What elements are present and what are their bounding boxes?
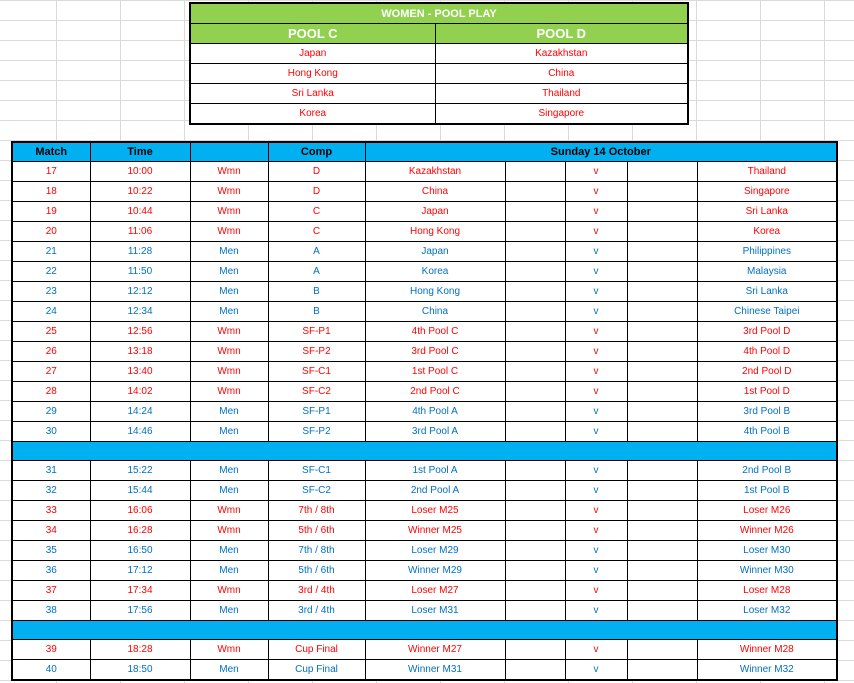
match-number-cell[interactable]: 39 <box>12 640 90 660</box>
gender-cell[interactable]: Wmn <box>190 342 268 362</box>
match-row <box>12 402 837 422</box>
vs-cell[interactable]: v <box>565 202 627 222</box>
match-number-cell[interactable]: 40 <box>12 660 90 681</box>
blank-cell[interactable] <box>627 382 697 402</box>
match-row <box>12 461 837 481</box>
time-cell[interactable]: 15:22 <box>90 461 190 481</box>
time-cell[interactable]: 10:00 <box>90 162 190 182</box>
vs-cell[interactable]: v <box>565 581 627 601</box>
match-number-cell[interactable]: 36 <box>12 561 90 581</box>
match-row <box>12 342 837 362</box>
vs-cell[interactable]: v <box>565 660 627 681</box>
match-number-cell[interactable]: 37 <box>12 581 90 601</box>
team1-cell[interactable]: Loser M27 <box>365 581 505 601</box>
comp-cell[interactable]: 3rd / 4th <box>268 581 365 601</box>
gender-cell[interactable]: Wmn <box>190 222 268 242</box>
team2-cell[interactable]: Thailand <box>697 162 837 182</box>
match-row <box>12 422 837 442</box>
match-number-cell[interactable]: 35 <box>12 541 90 561</box>
blank-cell[interactable] <box>627 461 697 481</box>
team1-cell[interactable]: 4th Pool A <box>365 402 505 422</box>
comp-cell[interactable]: SF-C2 <box>268 382 365 402</box>
time-cell[interactable]: 18:28 <box>90 640 190 660</box>
blank-cell[interactable] <box>505 382 565 402</box>
vs-cell[interactable]: v <box>565 601 627 621</box>
comp-cell[interactable]: Cup Final <box>268 640 365 660</box>
gender-cell[interactable]: Men <box>190 660 268 681</box>
match-number-cell[interactable]: 25 <box>12 322 90 342</box>
comp-cell[interactable]: SF-C1 <box>268 362 365 382</box>
vs-cell[interactable]: v <box>565 282 627 302</box>
schedule-header-row <box>12 142 837 162</box>
blank-cell[interactable] <box>627 581 697 601</box>
pool-row <box>190 64 688 84</box>
match-row <box>12 162 837 182</box>
time-cell[interactable]: 12:12 <box>90 282 190 302</box>
blank-cell[interactable] <box>505 162 565 182</box>
team1-cell[interactable]: 4th Pool C <box>365 322 505 342</box>
time-cell[interactable]: 16:28 <box>90 521 190 541</box>
time-cell[interactable]: 17:56 <box>90 601 190 621</box>
team2-cell[interactable]: Singapore <box>697 182 837 202</box>
gender-cell[interactable]: Wmn <box>190 640 268 660</box>
blank-cell[interactable] <box>627 561 697 581</box>
team2-cell[interactable]: Sri Lanka <box>697 202 837 222</box>
gender-cell[interactable]: Men <box>190 402 268 422</box>
vs-cell[interactable]: v <box>565 561 627 581</box>
match-row <box>12 242 837 262</box>
match-number-cell[interactable]: 38 <box>12 601 90 621</box>
comp-cell[interactable]: SF-P2 <box>268 342 365 362</box>
team1-cell[interactable]: Winner M31 <box>365 660 505 681</box>
match-number-cell[interactable]: 29 <box>12 402 90 422</box>
team2-cell[interactable]: Loser M32 <box>697 601 837 621</box>
schedule-table <box>11 141 838 681</box>
comp-cell[interactable]: C <box>268 222 365 242</box>
team2-cell[interactable]: Chinese Taipei <box>697 302 837 322</box>
separator-row <box>12 621 837 640</box>
gender-cell[interactable]: Wmn <box>190 521 268 541</box>
gender-cell[interactable]: Wmn <box>190 202 268 222</box>
team1-cell[interactable]: China <box>365 182 505 202</box>
time-cell[interactable]: 16:50 <box>90 541 190 561</box>
blank-cell[interactable] <box>505 362 565 382</box>
vs-cell[interactable]: v <box>565 302 627 322</box>
match-number-cell[interactable]: 31 <box>12 461 90 481</box>
pool-row <box>190 44 688 64</box>
time-cell[interactable]: 10:44 <box>90 202 190 222</box>
blank-cell[interactable] <box>505 242 565 262</box>
pool-d-header[interactable]: POOL D <box>435 24 688 44</box>
time-cell[interactable]: 14:46 <box>90 422 190 442</box>
comp-cell[interactable]: 7th / 8th <box>268 541 365 561</box>
gender-cell[interactable]: Wmn <box>190 501 268 521</box>
gender-cell[interactable]: Wmn <box>190 182 268 202</box>
pool-c-team-cell[interactable]: Sri Lanka <box>190 84 435 104</box>
vs-cell[interactable]: v <box>565 342 627 362</box>
team1-cell[interactable]: 1st Pool A <box>365 461 505 481</box>
blank-cell[interactable] <box>627 640 697 660</box>
comp-cell[interactable]: SF-C1 <box>268 461 365 481</box>
gender-cell[interactable]: Men <box>190 481 268 501</box>
blank-cell[interactable] <box>505 501 565 521</box>
team1-cell[interactable]: Loser M25 <box>365 501 505 521</box>
match-row <box>12 601 837 621</box>
blank-cell[interactable] <box>505 521 565 541</box>
blank-cell[interactable] <box>627 402 697 422</box>
vs-cell[interactable]: v <box>565 521 627 541</box>
time-cell[interactable]: 17:12 <box>90 561 190 581</box>
blank-cell[interactable] <box>627 162 697 182</box>
comp-cell[interactable]: A <box>268 262 365 282</box>
gender-cell[interactable]: Wmn <box>190 322 268 342</box>
team2-cell[interactable]: Korea <box>697 222 837 242</box>
gender-cell[interactable]: Wmn <box>190 162 268 182</box>
team2-cell[interactable]: 1st Pool D <box>697 382 837 402</box>
team1-cell[interactable]: Loser M31 <box>365 601 505 621</box>
time-cell[interactable]: 18:50 <box>90 660 190 681</box>
vs-cell[interactable]: v <box>565 461 627 481</box>
vs-cell[interactable]: v <box>565 222 627 242</box>
team1-cell[interactable]: Loser M29 <box>365 541 505 561</box>
gender-cell[interactable]: Men <box>190 561 268 581</box>
time-cell[interactable]: 13:40 <box>90 362 190 382</box>
blank-cell[interactable] <box>505 202 565 222</box>
team1-cell[interactable]: Japan <box>365 202 505 222</box>
team1-cell[interactable]: 2nd Pool A <box>365 481 505 501</box>
pool-d-team-cell[interactable]: Kazakhstan <box>435 44 688 64</box>
gender-cell[interactable]: Men <box>190 262 268 282</box>
team1-cell[interactable]: 3rd Pool C <box>365 342 505 362</box>
blank-cell[interactable] <box>505 262 565 282</box>
team1-cell[interactable]: Japan <box>365 242 505 262</box>
comp-cell[interactable]: D <box>268 162 365 182</box>
team2-cell[interactable]: Loser M30 <box>697 541 837 561</box>
comp-cell[interactable]: SF-P1 <box>268 402 365 422</box>
comp-cell[interactable]: B <box>268 282 365 302</box>
gender-cell[interactable]: Wmn <box>190 581 268 601</box>
time-cell[interactable]: 11:50 <box>90 262 190 282</box>
comp-cell[interactable]: C <box>268 202 365 222</box>
vs-cell[interactable]: v <box>565 541 627 561</box>
team1-cell[interactable]: 3rd Pool A <box>365 422 505 442</box>
match-row <box>12 302 837 322</box>
vs-cell[interactable]: v <box>565 501 627 521</box>
pool-row <box>190 104 688 125</box>
separator-row <box>12 442 837 461</box>
team1-cell[interactable]: China <box>365 302 505 322</box>
match-row <box>12 262 837 282</box>
blank-cell[interactable] <box>627 282 697 302</box>
vs-cell[interactable]: v <box>565 162 627 182</box>
time-cell[interactable]: 11:28 <box>90 242 190 262</box>
match-number-cell[interactable]: 26 <box>12 342 90 362</box>
pool-play-title[interactable]: WOMEN - POOL PLAY <box>190 3 688 24</box>
blank-cell[interactable] <box>505 282 565 302</box>
match-row <box>12 581 837 601</box>
team2-cell[interactable]: Winner M28 <box>697 640 837 660</box>
match-number-cell[interactable]: 27 <box>12 362 90 382</box>
blank-cell[interactable] <box>505 322 565 342</box>
gender-cell[interactable]: Men <box>190 242 268 262</box>
blank-cell[interactable] <box>627 521 697 541</box>
comp-cell[interactable]: SF-P1 <box>268 322 365 342</box>
blank-cell[interactable] <box>627 202 697 222</box>
comp-cell[interactable]: 7th / 8th <box>268 501 365 521</box>
separator-cell[interactable] <box>12 621 837 640</box>
match-number-cell[interactable]: 34 <box>12 521 90 541</box>
blank-cell[interactable] <box>627 302 697 322</box>
pool-c-team-cell[interactable]: Japan <box>190 44 435 64</box>
vs-cell[interactable]: v <box>565 382 627 402</box>
blank-cell[interactable] <box>627 322 697 342</box>
team1-cell[interactable]: Korea <box>365 262 505 282</box>
vs-cell[interactable]: v <box>565 182 627 202</box>
team2-cell[interactable]: Malaysia <box>697 262 837 282</box>
pool-c-header[interactable]: POOL C <box>190 24 435 44</box>
blank-cell[interactable] <box>505 640 565 660</box>
team1-cell[interactable]: 1st Pool C <box>365 362 505 382</box>
match-row <box>12 382 837 402</box>
blank-cell[interactable] <box>627 541 697 561</box>
match-column-header[interactable]: Match <box>12 142 90 162</box>
blank-cell[interactable] <box>627 501 697 521</box>
gender-cell[interactable]: Wmn <box>190 382 268 402</box>
comp-column-header[interactable]: Comp <box>268 142 365 162</box>
vs-cell[interactable]: v <box>565 640 627 660</box>
match-number-cell[interactable]: 33 <box>12 501 90 521</box>
team2-cell[interactable]: 4th Pool B <box>697 422 837 442</box>
team2-cell[interactable]: Winner M32 <box>697 660 837 681</box>
time-column-header[interactable]: Time <box>90 142 190 162</box>
comp-cell[interactable]: D <box>268 182 365 202</box>
time-cell[interactable]: 13:18 <box>90 342 190 362</box>
match-number-cell[interactable]: 21 <box>12 242 90 262</box>
blank-cell[interactable] <box>627 422 697 442</box>
match-row <box>12 521 837 541</box>
time-cell[interactable]: 14:02 <box>90 382 190 402</box>
blank-cell[interactable] <box>627 481 697 501</box>
comp-cell[interactable]: Cup Final <box>268 660 365 681</box>
match-number-cell[interactable]: 22 <box>12 262 90 282</box>
pool-play-table <box>189 2 689 125</box>
match-row <box>12 481 837 501</box>
team2-cell[interactable]: 3rd Pool B <box>697 402 837 422</box>
vs-cell[interactable]: v <box>565 322 627 342</box>
vs-cell[interactable]: v <box>565 362 627 382</box>
blank-cell[interactable] <box>505 481 565 501</box>
match-row <box>12 222 837 242</box>
team2-cell[interactable]: Winner M30 <box>697 561 837 581</box>
blank-cell[interactable] <box>627 242 697 262</box>
time-cell[interactable]: 12:56 <box>90 322 190 342</box>
time-cell[interactable]: 12:34 <box>90 302 190 322</box>
team2-cell[interactable]: Loser M28 <box>697 581 837 601</box>
team2-cell[interactable]: 1st Pool B <box>697 481 837 501</box>
gender-cell[interactable]: Men <box>190 461 268 481</box>
team1-cell[interactable]: 2nd Pool C <box>365 382 505 402</box>
match-row <box>12 501 837 521</box>
vs-cell[interactable]: v <box>565 242 627 262</box>
vs-cell[interactable]: v <box>565 422 627 442</box>
match-row <box>12 282 837 302</box>
blank-cell[interactable] <box>505 182 565 202</box>
gender-cell[interactable]: Men <box>190 302 268 322</box>
team1-cell[interactable]: Kazakhstan <box>365 162 505 182</box>
vs-cell[interactable]: v <box>565 262 627 282</box>
team2-cell[interactable]: 2nd Pool D <box>697 362 837 382</box>
gender-cell[interactable]: Men <box>190 422 268 442</box>
gender-cell[interactable]: Wmn <box>190 362 268 382</box>
match-number-cell[interactable]: 32 <box>12 481 90 501</box>
match-number-cell[interactable]: 20 <box>12 222 90 242</box>
team2-cell[interactable]: Winner M26 <box>697 521 837 541</box>
gender-column-header[interactable] <box>190 142 268 162</box>
pool-d-team-cell[interactable]: Singapore <box>435 104 688 125</box>
blank-cell[interactable] <box>505 422 565 442</box>
comp-cell[interactable]: 5th / 6th <box>268 521 365 541</box>
time-cell[interactable]: 14:24 <box>90 402 190 422</box>
team2-cell[interactable]: Loser M26 <box>697 501 837 521</box>
team1-cell[interactable]: Hong Kong <box>365 282 505 302</box>
time-cell[interactable]: 15:44 <box>90 481 190 501</box>
blank-cell[interactable] <box>505 581 565 601</box>
match-number-cell[interactable]: 24 <box>12 302 90 322</box>
team1-cell[interactable]: Winner M25 <box>365 521 505 541</box>
blank-cell[interactable] <box>627 222 697 242</box>
comp-cell[interactable]: SF-C2 <box>268 481 365 501</box>
team2-cell[interactable]: Sri Lanka <box>697 282 837 302</box>
match-row <box>12 182 837 202</box>
blank-cell[interactable] <box>627 362 697 382</box>
pool-c-team-cell[interactable]: Korea <box>190 104 435 125</box>
match-row <box>12 561 837 581</box>
blank-cell[interactable] <box>505 402 565 422</box>
match-number-cell[interactable]: 18 <box>12 182 90 202</box>
team2-cell[interactable]: 4th Pool D <box>697 342 837 362</box>
separator-cell[interactable] <box>12 442 837 461</box>
pool-row <box>190 84 688 104</box>
blank-cell[interactable] <box>505 342 565 362</box>
comp-cell[interactable]: SF-P2 <box>268 422 365 442</box>
blank-cell[interactable] <box>505 302 565 322</box>
match-row <box>12 322 837 342</box>
match-number-cell[interactable]: 23 <box>12 282 90 302</box>
pool-c-team-cell[interactable]: Hong Kong <box>190 64 435 84</box>
comp-cell[interactable]: 5th / 6th <box>268 561 365 581</box>
vs-cell[interactable]: v <box>565 402 627 422</box>
match-row <box>12 541 837 561</box>
time-cell[interactable]: 16:06 <box>90 501 190 521</box>
blank-cell[interactable] <box>505 660 565 681</box>
comp-cell[interactable]: 3rd / 4th <box>268 601 365 621</box>
match-row <box>12 362 837 382</box>
time-cell[interactable]: 11:06 <box>90 222 190 242</box>
team1-cell[interactable]: Hong Kong <box>365 222 505 242</box>
blank-cell[interactable] <box>505 561 565 581</box>
match-number-cell[interactable]: 30 <box>12 422 90 442</box>
match-number-cell[interactable]: 17 <box>12 162 90 182</box>
blank-cell[interactable] <box>627 342 697 362</box>
pool-d-team-cell[interactable]: Thailand <box>435 84 688 104</box>
gender-cell[interactable]: Men <box>190 282 268 302</box>
team1-cell[interactable]: Winner M27 <box>365 640 505 660</box>
match-number-cell[interactable]: 28 <box>12 382 90 402</box>
comp-cell[interactable]: B <box>268 302 365 322</box>
match-row <box>12 660 837 681</box>
time-cell[interactable]: 10:22 <box>90 182 190 202</box>
match-row <box>12 202 837 222</box>
gender-cell[interactable]: Men <box>190 541 268 561</box>
gender-cell[interactable]: Men <box>190 601 268 621</box>
match-number-cell[interactable]: 19 <box>12 202 90 222</box>
blank-cell[interactable] <box>505 461 565 481</box>
time-cell[interactable]: 17:34 <box>90 581 190 601</box>
day-header[interactable]: Sunday 14 October <box>365 142 837 162</box>
blank-cell[interactable] <box>505 601 565 621</box>
match-row <box>12 640 837 660</box>
blank-cell[interactable] <box>505 222 565 242</box>
blank-cell[interactable] <box>627 601 697 621</box>
vs-cell[interactable]: v <box>565 481 627 501</box>
team2-cell[interactable]: Philippines <box>697 242 837 262</box>
blank-cell[interactable] <box>627 660 697 681</box>
pool-d-team-cell[interactable]: China <box>435 64 688 84</box>
blank-cell[interactable] <box>627 182 697 202</box>
team2-cell[interactable]: 3rd Pool D <box>697 322 837 342</box>
team2-cell[interactable]: 2nd Pool B <box>697 461 837 481</box>
blank-cell[interactable] <box>627 262 697 282</box>
comp-cell[interactable]: A <box>268 242 365 262</box>
team1-cell[interactable]: Winner M29 <box>365 561 505 581</box>
blank-cell[interactable] <box>505 541 565 561</box>
